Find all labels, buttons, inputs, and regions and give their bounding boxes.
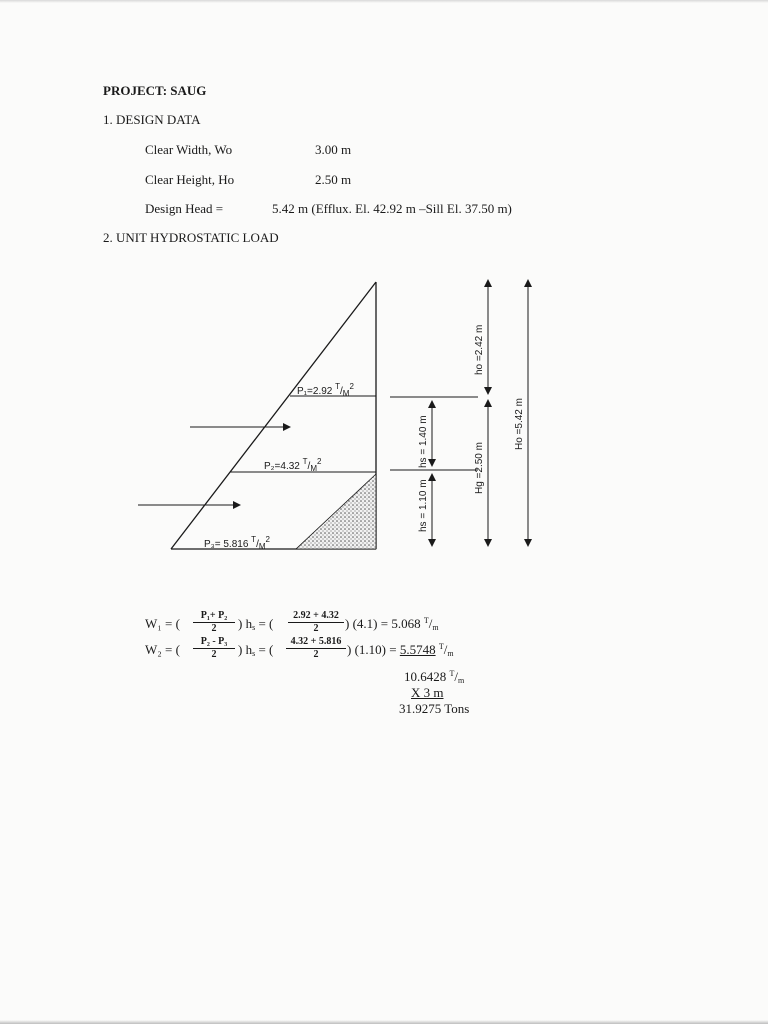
section-hydrostatic-title: 2. UNIT HYDROSTATIC LOAD — [103, 230, 279, 245]
clear-height-label: Clear Height, Ho — [145, 172, 235, 187]
sum-value: 10.6428 $^T/_m$ — [404, 669, 465, 685]
w2-fraction-values: $\frac{4.32 + 5.816}{2}$ — [286, 637, 346, 660]
design-head-value: 5.42 m (Efflux. El. 42.92 m –Sill El. 37.50 m) — [272, 201, 512, 216]
clear-width-label: Clear Width, Wo — [145, 142, 233, 157]
total-load: 31.9275 Tons — [399, 701, 470, 716]
hg-label: Hg =2.50 m — [474, 442, 485, 494]
gate-shaded-area — [296, 474, 376, 549]
multiplier: X 3 m — [411, 685, 444, 700]
ho-label: ho =2.42 m — [474, 324, 485, 375]
hs-1-10-label: hs = 1.10 m — [418, 479, 429, 532]
hs-1-40-label: hs = 1.40 m — [418, 415, 429, 468]
project-title: PROJECT: SAUG — [103, 83, 207, 98]
p1-label: P₁=2.92 $^T/_M^2$ — [297, 382, 354, 398]
p3-label: P₃= 5.816 $^T/_M^2$ — [204, 535, 270, 551]
w2-lhs: W₂ = ( — [145, 642, 180, 657]
w1-fraction: $\frac{\text{P₁+ P₂}}{2}$ — [193, 611, 235, 634]
w1-result: ) (4.1) = 5.068 $^T/_m$ — [345, 616, 439, 632]
clear-width-value: 3.00 m — [315, 142, 352, 157]
w1-fraction-values: $\frac{2.92 + 4.32}{2}$ — [288, 611, 344, 634]
w2-result: ) (1.10) = 5.5748 $^T/_m$ — [347, 642, 454, 658]
Ho-label: Ho =5.42 m — [514, 398, 525, 450]
section-design-data-title: 1. DESIGN DATA — [103, 112, 201, 127]
clear-height-value: 2.50 m — [315, 172, 352, 187]
scan-edge-bottom — [0, 1020, 768, 1024]
w2-fraction: $\frac{\text{P₂ - P₃}}{2}$ — [193, 637, 235, 660]
w1-mid: ) $h_s$ = ( — [238, 616, 274, 632]
p2-label: P₂=4.32 $^T/_M^2$ — [264, 457, 322, 473]
w2-mid: ) $h_s$ = ( — [238, 642, 274, 658]
w1-lhs: W₁ = ( — [145, 616, 180, 631]
design-head-label: Design Head = — [145, 201, 224, 216]
